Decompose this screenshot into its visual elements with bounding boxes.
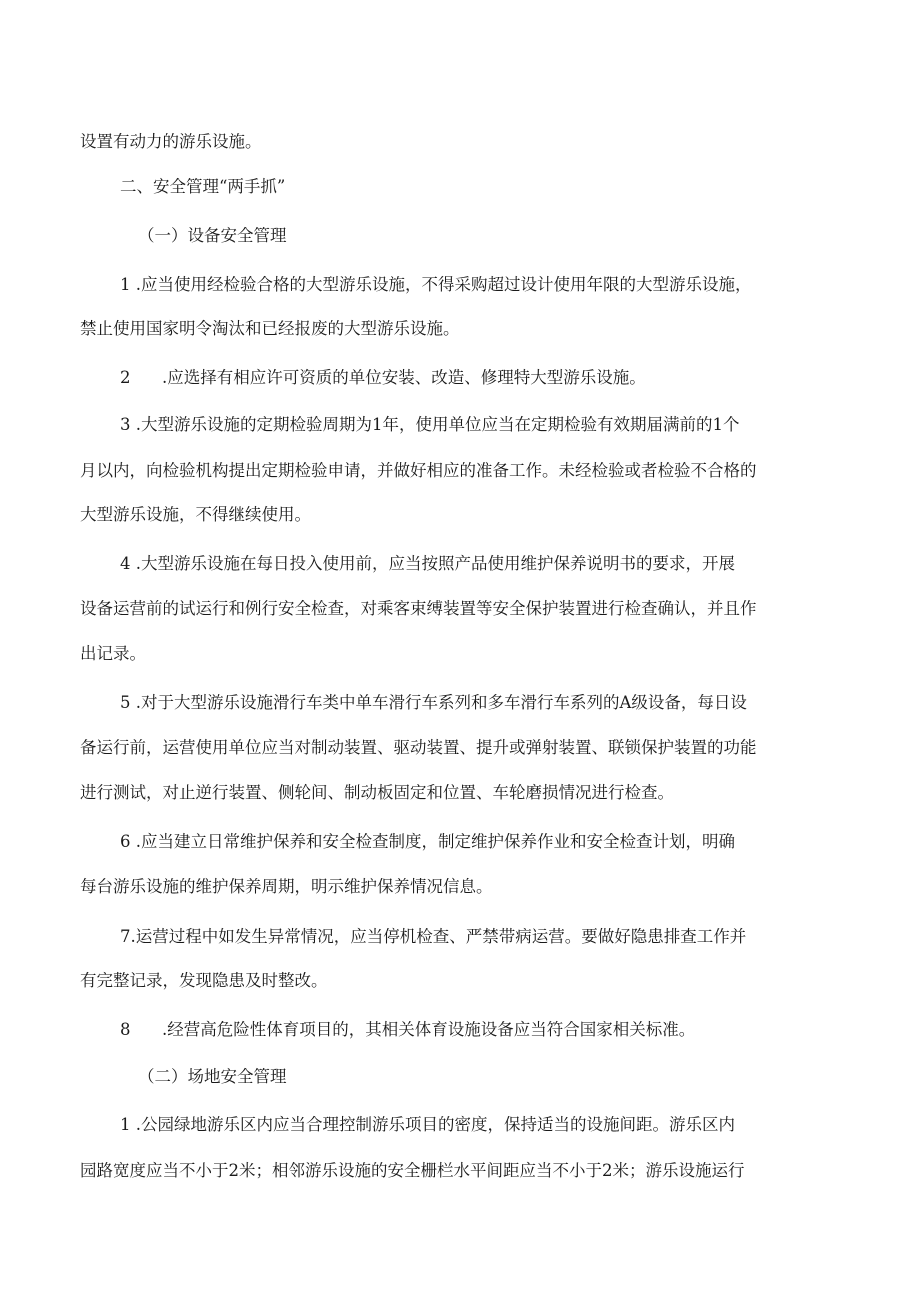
subsection-heading: （二）场地安全管理 (138, 1067, 287, 1086)
text-line: 出记录。 (80, 644, 146, 663)
text-line: 3 .大型游乐设施的定期检验周期为1年，使用单位应当在定期检验有效期届满前的1个 (120, 415, 740, 434)
text-line: 6 .应当建立日常维护保养和安全检查制度，制定维护保养作业和安全检查计划，明确 (120, 832, 735, 851)
text-line: 每台游乐设施的维护保养周期，明示维护保养情况信息。 (80, 877, 493, 896)
text-line: 7.运营过程中如发生异常情况，应当停机检查、严禁带病运营。要做好隐患排查工作并 (120, 927, 747, 946)
text-line: 大型游乐设施，不得继续使用。 (80, 505, 311, 524)
text-line: 4 .大型游乐设施在每日投入使用前，应当按照产品使用维护保养说明书的要求，开展 (120, 554, 735, 573)
text-line: 2 .应选择有相应许可资质的单位安装、改造、修理特大型游乐设施。 (120, 368, 646, 387)
text-line: 设置有动力的游乐设施。 (80, 132, 262, 151)
text-line: 8 .经营高危险性体育项目的，其相关体育设施设备应当符合国家相关标准。 (120, 1020, 696, 1039)
text-line: 园路宽度应当不小于2米；相邻游乐设施的安全栅栏水平间距应当不小于2米；游乐设施运行 (80, 1161, 745, 1180)
text-line: 1 .应当使用经检验合格的大型游乐设施，不得采购超过设计使用年限的大型游乐设施， (120, 275, 752, 294)
text-line: 有完整记录，发现隐患及时整改。 (80, 971, 328, 990)
text-line: 月以内，向检验机构提出定期检验申请，并做好相应的准备工作。未经检验或者检验不合格的 (80, 461, 757, 480)
subsection-heading: （一）设备安全管理 (138, 226, 287, 245)
text-line: 5 .对于大型游乐设施滑行车类中单车滑行车系列和多车滑行车系列的A级设备，每日设 (120, 693, 747, 712)
text-line: 进行测试，对止逆行装置、侧轮间、制动板固定和位置、车轮磨损情况进行检查。 (80, 783, 674, 802)
text-line: 备运行前，运营使用单位应当对制动装置、驱动装置、提升或弹射装置、联锁保护装置的功能 (80, 738, 757, 757)
text-line: 1 .公园绿地游乐区内应当合理控制游乐项目的密度，保持适当的设施间距。游乐区内 (120, 1115, 735, 1134)
text-line: 设备运营前的试运行和例行安全检查，对乘客束缚装置等安全保护装置进行检查确认，并且作 (80, 599, 757, 618)
text-line: 禁止使用国家明令淘汰和已经报废的大型游乐设施。 (80, 319, 460, 338)
section-heading: 二、安全管理“两手抓” (120, 177, 286, 196)
